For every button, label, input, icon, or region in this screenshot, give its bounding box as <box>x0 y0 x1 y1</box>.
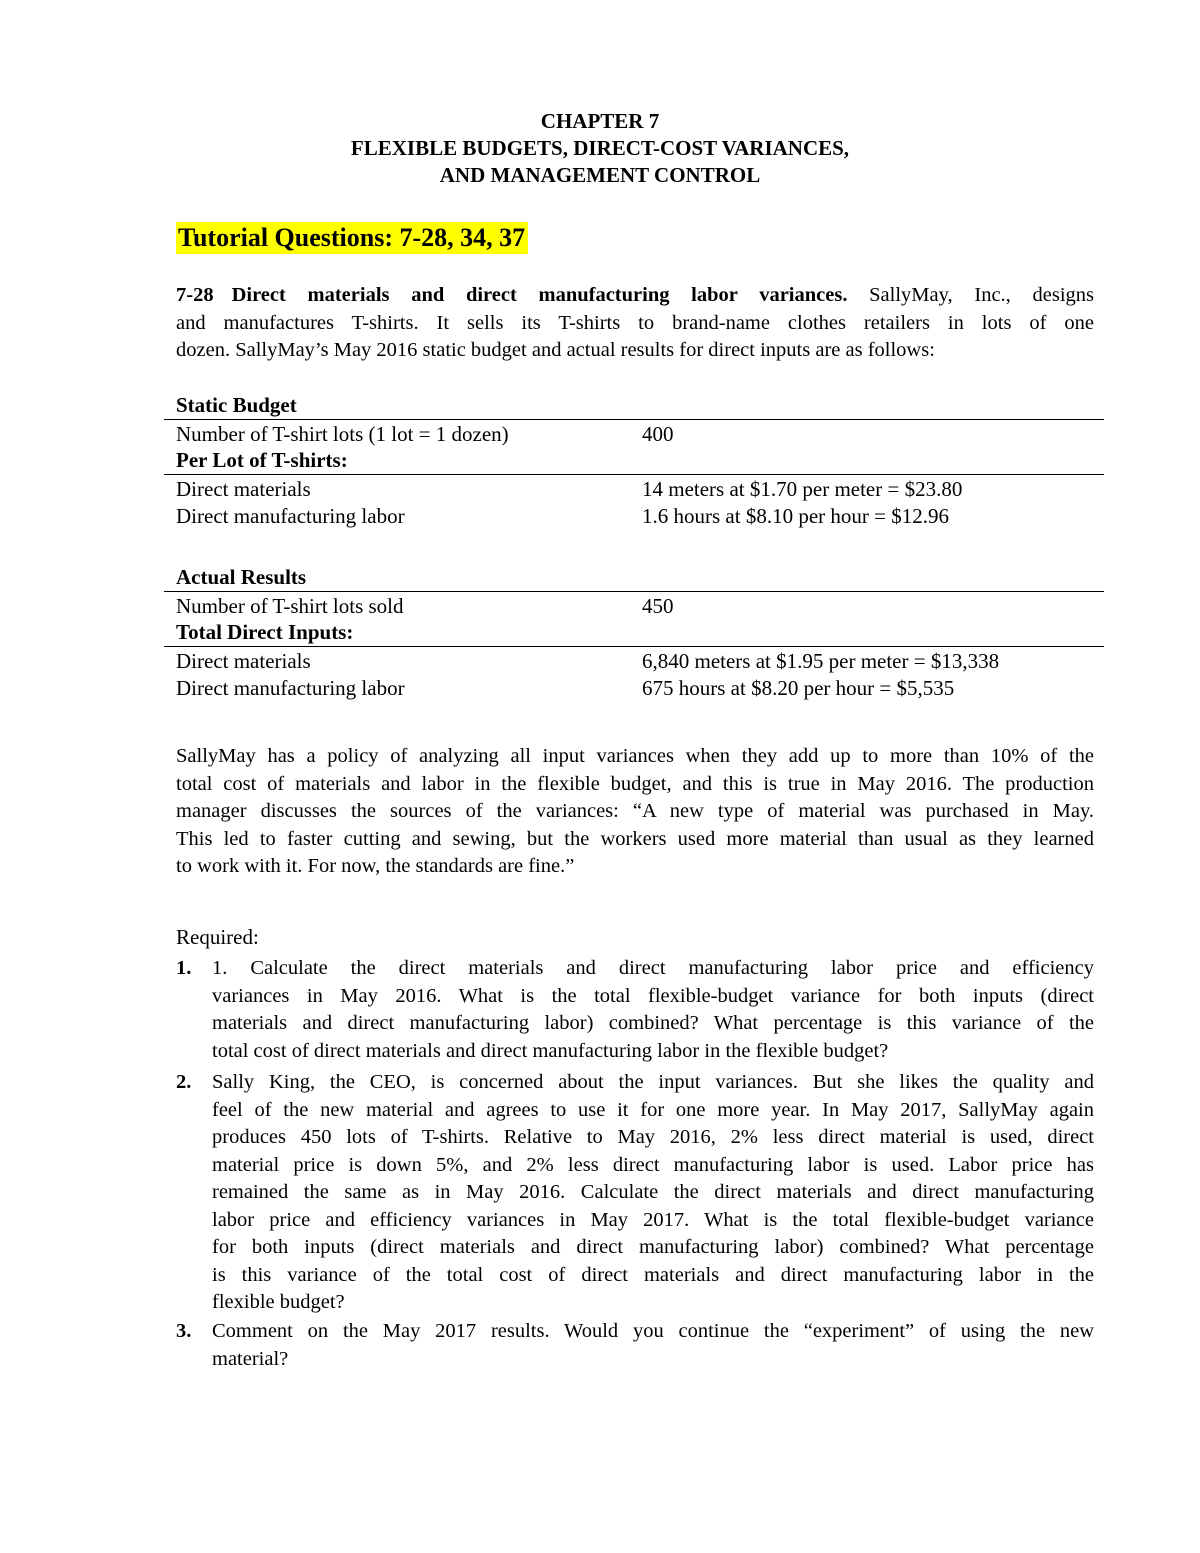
policy-paragraph <box>176 743 1094 881</box>
required-line: remained the same as in May 2016. Calculate the direct materials and direct manufacturing <box>212 1181 1094 1203</box>
problem-title: Direct materials and direct manufacturing labor variances. <box>231 284 848 306</box>
chapter-heading: CHAPTER 7 <box>540 109 660 133</box>
problem-intro-line-2: and manufactures T-shirts. It sells its T-shirts to brand-name clothes retailers in lots of one <box>176 311 1094 334</box>
required-line: variances in May 2016. What is the total flexible-budget variance for both inputs (direct <box>212 984 1094 1007</box>
policy-line: SallyMay has a policy of analyzing all input variances when they add up to more than 10% of the <box>176 745 1094 767</box>
policy-line: This led to faster cutting and sewing, but the workers used more material than usual as they learned <box>176 827 1094 850</box>
table-rule <box>164 419 1104 420</box>
required-label: Required: <box>176 925 259 949</box>
per-lot-label: Per Lot of T-shirts: <box>176 448 348 472</box>
required-line: labor price and efficiency variances in May 2017. What is the total flexible-budget variance <box>212 1208 1094 1231</box>
actual-lots-value: 450 <box>642 594 674 618</box>
static-lots-value: 400 <box>642 422 674 446</box>
required-line: material price is down 5%, and 2% less direct manufacturing labor is used. Labor price has <box>212 1153 1094 1176</box>
required-item-text <box>212 1069 1094 1317</box>
problem-number: 7-28 <box>176 284 214 306</box>
required-line: Comment on the May 2017 results. Would you continue the “experiment” of using the new <box>212 1320 1094 1342</box>
required-line: flexible budget? <box>212 1291 345 1313</box>
policy-line: to work with it. For now, the standards are fine.” <box>176 855 575 877</box>
required-item-text <box>212 955 1094 1065</box>
static-dl-label: Direct manufacturing labor <box>176 504 405 528</box>
table-rule <box>164 474 1104 475</box>
required-line: for both inputs (direct materials and direct manufacturing labor) combined? What percentage <box>212 1236 1094 1258</box>
tutorial-questions-highlight: Tutorial Questions: 7-28, 34, 37 <box>176 222 528 254</box>
required-item-number: 3. <box>176 1320 192 1342</box>
problem-intro-text: SallyMay, Inc., designs <box>869 284 1094 306</box>
required-line: produces 450 lots of T-shirts. Relative to May 2016, 2% less direct material is used, direct <box>212 1126 1094 1148</box>
actual-lots-label: Number of T-shirt lots sold <box>176 594 404 618</box>
required-line: feel of the new material and agrees to use it for one more year. In May 2017, SallyMay again <box>212 1098 1094 1121</box>
problem-intro-line-3: dozen. SallyMay’s May 2016 static budget and actual results for direct inputs are as follows: <box>176 339 935 361</box>
actual-dm-label: Direct materials <box>176 649 311 673</box>
static-budget-label: Static Budget <box>176 393 297 417</box>
required-item-text <box>212 1318 1094 1373</box>
policy-line: total cost of materials and labor in the flexible budget, and this is true in May 2016. The production <box>176 772 1094 795</box>
static-dm-label: Direct materials <box>176 477 311 501</box>
required-item-number: 1. <box>176 957 192 979</box>
required-line: 1. Calculate the direct materials and direct manufacturing labor price and efficiency <box>212 957 1094 979</box>
actual-results-label: Actual Results <box>176 565 307 589</box>
actual-dm-value: 6,840 meters at $1.95 per meter = $13,338 <box>642 649 1000 673</box>
table-rule <box>164 646 1104 647</box>
required-line: material? <box>212 1347 289 1370</box>
required-line: materials and direct manufacturing labor) combined? What percentage is this variance of the <box>212 1012 1094 1034</box>
problem-intro <box>176 282 1094 365</box>
chapter-title-line-2: AND MANAGEMENT CONTROL <box>439 163 761 187</box>
static-dm-value: 14 meters at $1.70 per meter = $23.80 <box>642 477 963 501</box>
static-lots-label: Number of T-shirt lots (1 lot = 1 dozen) <box>176 422 509 446</box>
required-item-number: 2. <box>176 1071 192 1093</box>
static-dl-value: 1.6 hours at $8.10 per hour = $12.96 <box>642 504 949 528</box>
required-line: total cost of direct materials and direct manufacturing labor in the flexible budget? <box>212 1039 889 1062</box>
actual-dl-label: Direct manufacturing labor <box>176 676 405 700</box>
total-direct-inputs-label: Total Direct Inputs: <box>176 620 354 644</box>
problem-intro-line-1 <box>176 282 1094 310</box>
policy-line: manager discusses the sources of the variances: “A new type of material was purchased in May. <box>176 800 1094 822</box>
actual-dl-value: 675 hours at $8.20 per hour = $5,535 <box>642 676 955 700</box>
chapter-title-line-1: FLEXIBLE BUDGETS, DIRECT-COST VARIANCES, <box>350 136 850 160</box>
required-line: Sally King, the CEO, is concerned about the input variances. But she likes the quality and <box>212 1071 1094 1093</box>
table-rule <box>164 591 1104 592</box>
required-line: is this variance of the total cost of direct materials and direct manufacturing labor in the <box>212 1263 1094 1286</box>
